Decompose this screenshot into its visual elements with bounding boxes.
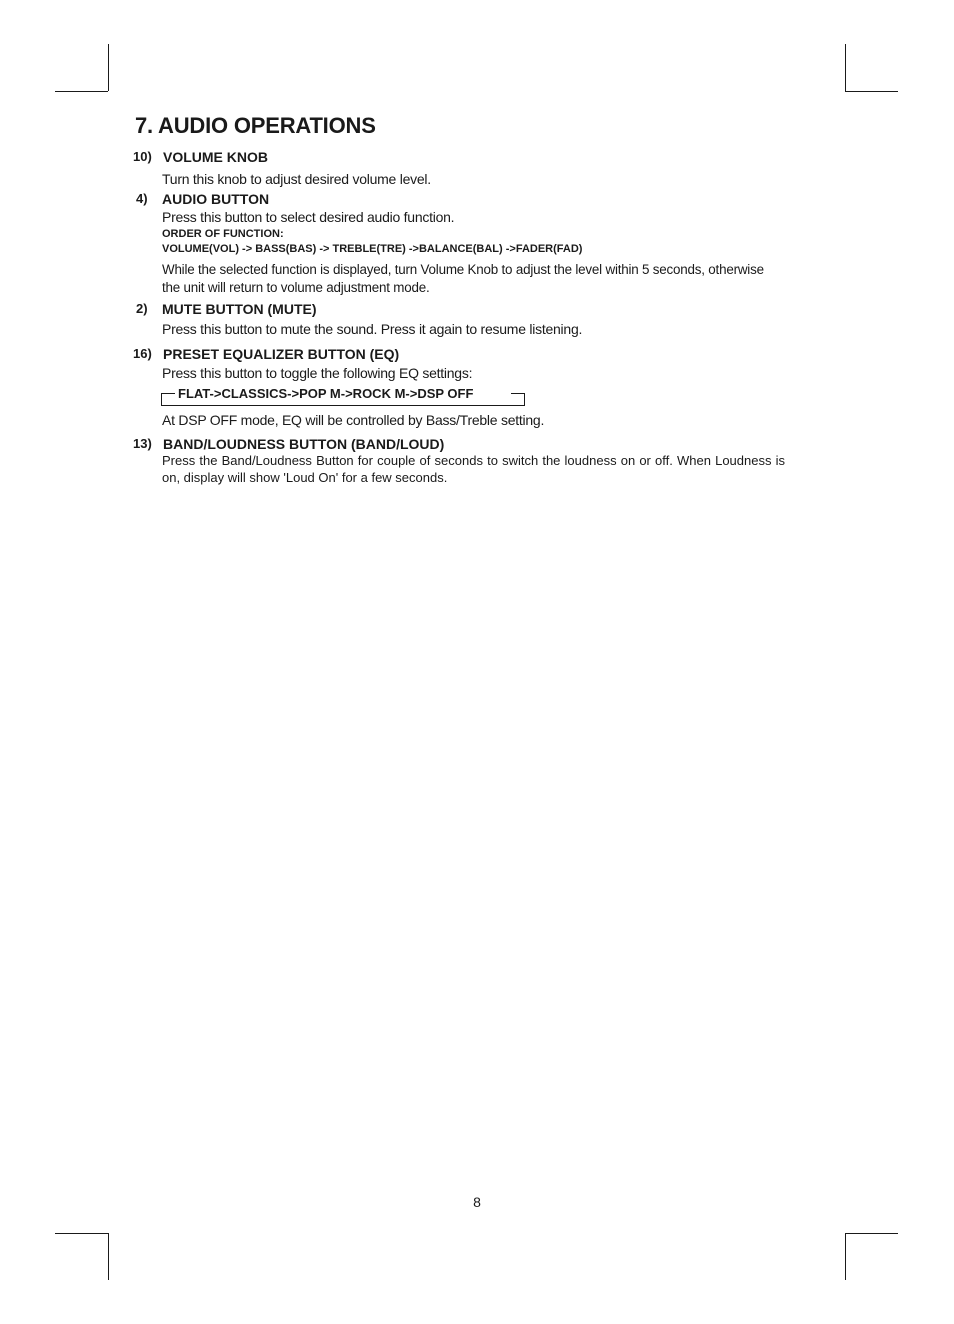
page-number: 8 — [473, 1194, 481, 1210]
order-of-function-sequence: VOLUME(VOL) -> BASS(BAS) -> TREBLE(TRE) ->BALANCE(BAL) ->FADER(FAD) — [162, 243, 583, 255]
section-heading-band-loud-button: BAND/LOUDNESS BUTTON (BAND/LOUD) — [163, 436, 445, 452]
section-heading-volume-knob: VOLUME KNOB — [163, 149, 268, 165]
section-text-eq-button: Press this button to toggle the following EQ settings: — [162, 365, 473, 381]
section-heading-eq-button: PRESET EQUALIZER BUTTON (EQ) — [163, 346, 400, 362]
section-number-mute-button: 2) — [136, 301, 148, 316]
section-note-audio-button: While the selected function is displayed, turn Volume Knob to adjust the level within 5 seconds, otherwise the unit will return to volume adjustment mode. — [162, 262, 764, 295]
order-of-function-label: ORDER OF FUNCTION: — [162, 228, 284, 240]
crop-mark-top-right-horizontal — [845, 91, 898, 92]
section-note-eq-button: At DSP OFF mode, EQ will be controlled by Bass/Treble setting. — [162, 412, 545, 428]
eq-cycle-bottom-return — [161, 405, 525, 406]
crop-mark-top-left-vertical — [108, 44, 109, 91]
section-number-band-loud-button: 13) — [133, 436, 152, 451]
crop-mark-top-left-horizontal — [55, 91, 108, 92]
section-number-eq-button: 16) — [133, 346, 152, 361]
crop-mark-bottom-right-horizontal — [845, 1233, 898, 1234]
page-title: 7. AUDIO OPERATIONS — [135, 113, 376, 138]
section-number-volume-knob: 10) — [133, 149, 152, 164]
section-text-mute-button: Press this button to mute the sound. Press it again to resume listening. — [162, 321, 583, 337]
section-text-audio-button: Press this button to select desired audio function. — [162, 209, 455, 225]
section-text-band-loud-button: Press the Band/Loudness Button for couple of seconds to switch the loudness on or off. When Loudness is on, display will show 'Loud On' for a few seconds. — [162, 453, 785, 485]
eq-cycle-right-tick — [511, 393, 525, 394]
crop-mark-bottom-left-horizontal — [55, 1233, 108, 1234]
section-text-volume-knob: Turn this knob to adjust desired volume level. — [162, 171, 431, 187]
crop-mark-top-right-vertical — [845, 44, 846, 91]
section-heading-audio-button: AUDIO BUTTON — [162, 191, 270, 207]
crop-mark-bottom-right-vertical — [845, 1233, 846, 1280]
crop-mark-bottom-left-vertical — [108, 1233, 109, 1280]
section-heading-mute-button: MUTE BUTTON (MUTE) — [162, 301, 317, 317]
eq-cycle-sequence: FLAT->CLASSICS->POP M->ROCK M->DSP OFF — [178, 386, 474, 401]
eq-cycle-right-drop — [524, 393, 525, 406]
eq-cycle-left-tick — [161, 393, 175, 394]
section-number-audio-button: 4) — [136, 191, 148, 206]
